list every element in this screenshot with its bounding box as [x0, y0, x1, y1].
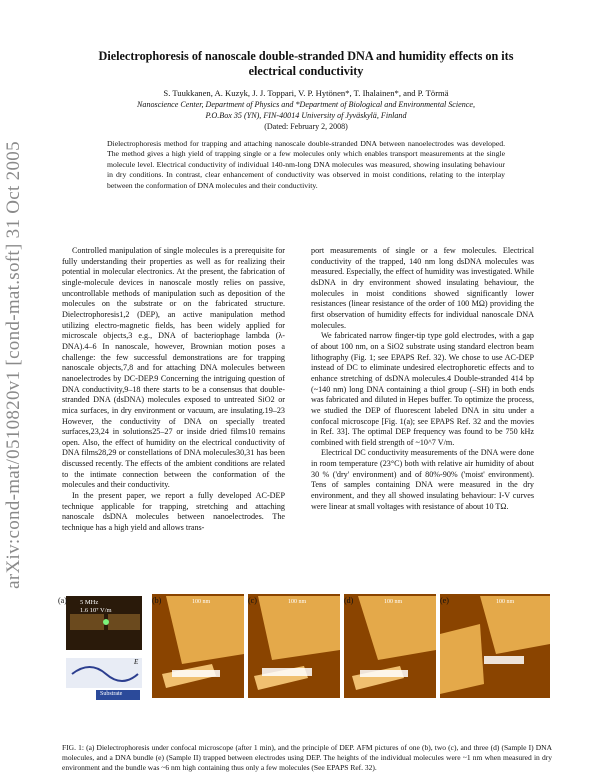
label-c: (c)	[248, 596, 257, 605]
panel-c	[248, 594, 340, 698]
afm-image-e	[440, 594, 550, 698]
affiliation-line-2: P.O.Box 35 (YN), FIN-40014 University of Jyväskylä, Finland	[205, 111, 407, 120]
label-a: (a)	[58, 596, 67, 605]
paragraph-intro: Controlled manipulation of single molecules is a prerequisite for fully understanding their properties as well as for realizing their potential in molecular electronics. At the present, the fabrication of single-molecule devices in nanoscale mostly relies on passive, uncontrollable methods of manipulation such as deposition of the molecules on the substrate or on the fabricated structure. Dielectrophoresis1,2 (DEP), an active manipulation method utilizing electro-magnetic fields, has been widely applied for microscale objects,3 e.g., DNA of bacteriophage lambda (λ-DNA).4–6 In nanoscale, however, Brownian motion poses a challenge: the few successful demonstrations are for trapping nanoscale objects,7,8 and for attaching DNA molecules between nanoelectrodes by DC-DEP.9 Concerning the intriguing question of DNA conductivity,9–18 there starts to be a consensus that double-stranded DNA (dsDNA) molecules exposed to untreated SiO2 or mica surfaces, in dry environment or vacuum, are insulating.19–23 However, the conductivity of DNA on specially treated surfaces,23,24 in solutions25–27 or inside dried films10 remains open. Also, the effect of humidity on the electrical conductivity of DNA films28,29 or constellations of DNA molecules30,31 has been discussed recently. The effects of the ambient conditions are related to the intimate connection between the conformation of the molecules and their conductivity.	[62, 246, 285, 490]
arxiv-identifier: arXiv:cond-mat/0510820v1 [cond-mat.soft] 31 Oct 2005	[3, 141, 24, 589]
abstract: Dielectrophoresis method for trapping and attaching nanoscale double-stranded DNA between nanoelectrodes was developed. The method gives a high yield of trapping single or a few molecules only which enables transport measurements at the single molecule level. Electrical conductivity of individual 140-nm-long DNA molecules was measured, showing insulating behaviour in dry conditions. In contrast, clear enhancement of conductivity was observed in moist conditions, relating to the interplay between the conformation of DNA molecules and their conductivity.	[107, 139, 505, 190]
paragraph-continuation: port measurements of single or a few molecules. Electrical conductivity of the trapped, 140 nm long dsDNA molecules was measured. Especially, the effect of humidity was investigated. While dsDNA in dry environment showed insulating behaviour, the molecules in moist conditions showed significantly lower resistances (linear resistance of the order of 100 MΩ) providing the first observation of humidity effects for individual nanoscale DNA molecules.	[311, 246, 534, 330]
afm-image-c	[248, 594, 340, 698]
panel-b	[152, 594, 244, 698]
arxiv-sidebar	[0, 130, 28, 600]
title-line-2: electrical conductivity	[248, 64, 364, 78]
figure-1	[60, 594, 550, 764]
paragraph-measurements: Electrical DC conductivity measurements of the DNA were done in room temperature (23°C) both with relative air humidity of about 30 % ('dry' environment) and of 80%-90% ('moist' environment). Tens of samples containing DNA were measured in the dry environment, and they all showed insulating behaviour: I-V curves were linear at small voltages with resistance of about 10 TΩ.	[311, 448, 534, 511]
scale-bar-c: 100 nm	[288, 599, 307, 605]
scale-bar-b: 100 nm	[192, 599, 211, 605]
affiliation	[60, 99, 552, 121]
panel-d	[344, 594, 436, 698]
substrate-text: Substrate	[100, 691, 123, 697]
frequency-text: 5 MHz	[80, 599, 99, 606]
label-b: (b)	[152, 596, 162, 605]
paragraph-report: In the present paper, we report a fully developed AC-DEP technique applicable for trapping, stretching and attaching nanoscale dsDNA molecules between nanoelectrodes. The technique has a high yield and allows trans-	[62, 491, 285, 533]
afm-image-b	[152, 594, 244, 698]
afm-image-d	[344, 594, 436, 698]
affiliation-line-1: Nanoscience Center, Department of Physics and *Department of Biological and Environmental Science,	[137, 100, 475, 109]
e-field-text: E	[134, 658, 139, 666]
scale-bar-e: 100 nm	[496, 599, 515, 605]
label-d: (d)	[344, 596, 354, 605]
panel-e	[440, 594, 550, 698]
paragraph-fabrication: We fabricated narrow finger-tip type gold electrodes, with a gap of about 100 nm, on a SiO2 substrate using standard electron beam lithography (Fig. 1; see EPAPS Ref. 32). We chose to use AC-DEP instead of DC to eliminate undesired electrophoretic effects and to enhance stretching of dsDNA molecules.4 Double-stranded 414 bp (~140 nm) long DNA containing a thiol group (–SH) in both ends was fabricated and diluted in Hepes buffer. To optimize the process, we studied the DEP of fluorescent labeled DNA in situ under a confocal microscope [Fig. 1(a); see EPAPS Ref. 32 and the movies in Ref. 33]. The optimal DEP frequency was found to be 750 kHz combined with field strength of ~10^7 V/m.	[311, 331, 534, 447]
body-column-right	[311, 246, 534, 512]
title-line-1: Dielectrophoresis of nanoscale double-stranded DNA and humidity effects on its	[98, 49, 514, 63]
dated-line: (Dated: February 2, 2008)	[264, 122, 348, 131]
panel-a	[60, 594, 144, 698]
scale-bar-d: 100 nm	[384, 599, 403, 605]
body-column-left	[62, 246, 285, 534]
field-text: 1.6 10⁷ V/m	[80, 607, 112, 614]
paper-title	[80, 49, 532, 79]
author-list: S. Tuukkanen, A. Kuzyk, J. J. Toppari, V. P. Hytönen*, T. Ihalainen*, and P. Törmä	[163, 88, 449, 98]
dep-illustration	[60, 594, 144, 739]
label-e: (e)	[440, 596, 449, 605]
figure-caption: FIG. 1: (a) Dielectrophoresis under confocal microscope (after 1 min), and the principle of DEP. AFM pictures of one (b), two (c), and three (d) (Sample I) DNA molecules, and a DNA bundle (e) (Sample II) trapped between electrodes using DEP. The heights of the individual molecules were ~1 nm when measured in dry environment and the bundle was ~6 nm high containing thus only a few molecules (See EPAPS Ref. 32).	[62, 743, 552, 772]
